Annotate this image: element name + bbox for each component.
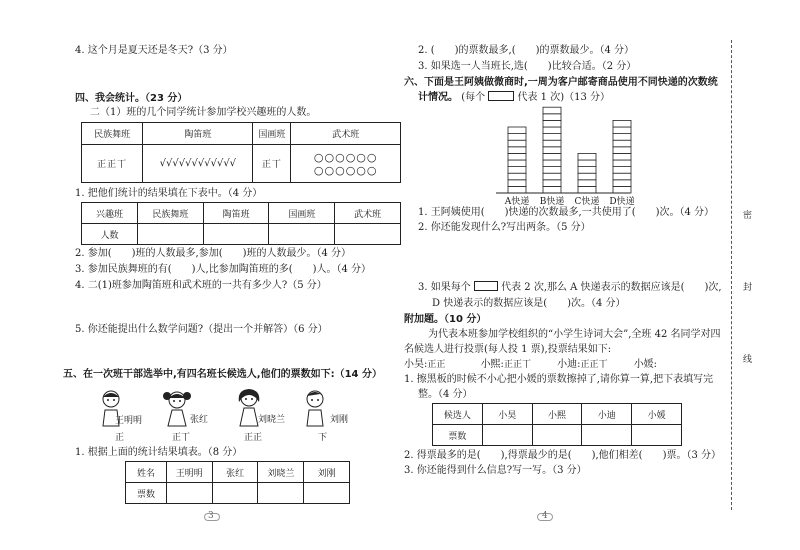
vote-table bbox=[125, 461, 350, 504]
fill-table bbox=[81, 202, 401, 245]
chart-block bbox=[613, 186, 631, 193]
chart-block bbox=[613, 153, 631, 160]
chart-block bbox=[543, 140, 561, 147]
seal-char: 线 bbox=[743, 355, 753, 365]
bonus-header: 小熙 bbox=[532, 404, 582, 425]
bonus-question-3: 3. 你还能得到什么信息?写一写。（3 分） bbox=[404, 465, 587, 476]
tally-header: 武术班 bbox=[291, 123, 401, 145]
chart-block bbox=[543, 147, 561, 154]
chart-block bbox=[508, 127, 526, 134]
fill-header: 国画班 bbox=[269, 203, 335, 224]
section-6-note-a: (每个 bbox=[461, 92, 486, 103]
bonus-cell[interactable] bbox=[482, 425, 532, 446]
seal-char: 密 bbox=[743, 211, 753, 221]
candidate-tally: 正丅 bbox=[172, 433, 191, 443]
chart-category-label: B快递 bbox=[539, 197, 565, 206]
chart-block bbox=[508, 186, 526, 193]
bonus-intro-1: 为代表本班参加学校组织的“小学生诗词大会”,全班 42 名同学对四 bbox=[428, 329, 721, 340]
bonus-question-2: 2. 得票最多的是( ),得票最少的是( ),他们相差( )票。（3 分） bbox=[404, 450, 722, 461]
tally-table bbox=[81, 122, 401, 183]
chart-bar-D快递 bbox=[613, 120, 631, 193]
bonus-header: 候选人 bbox=[433, 404, 483, 425]
chart-block bbox=[613, 134, 631, 141]
tally-header: 民族舞班 bbox=[82, 123, 143, 145]
chart-block bbox=[543, 134, 561, 141]
tally-wushu-row: ○○○○○○ bbox=[313, 163, 378, 177]
vote-name: 小熙: bbox=[480, 359, 504, 370]
bonus-question-1: 1. 擦黑板的时候不小心把小媛的票数擦掉了,请你算一算,把下表填写完 bbox=[404, 374, 714, 385]
chart-block bbox=[508, 160, 526, 167]
chart-block bbox=[543, 173, 561, 180]
fill-cell[interactable] bbox=[137, 224, 203, 245]
bonus-header: 小昊 bbox=[482, 404, 532, 425]
page-number: 4 bbox=[542, 511, 548, 521]
tally-taodi: √√√√√√√√√√√√ bbox=[143, 145, 253, 183]
vote-header: 张红 bbox=[212, 462, 258, 483]
vote-tally: 正正丅 bbox=[503, 360, 531, 370]
courier-chart bbox=[490, 100, 650, 206]
vote-name: 小迪: bbox=[557, 359, 581, 370]
fill-header: 陶笛班 bbox=[203, 203, 269, 224]
chart-block bbox=[578, 186, 596, 193]
chart-block bbox=[613, 140, 631, 147]
fill-header: 民族舞班 bbox=[137, 203, 203, 224]
q3b-part-b: 代表 2 次,那么 A 快递表示的数据应该是( )次, bbox=[501, 282, 722, 293]
section-6-note-b: 代表 1 次)（13 分） bbox=[517, 92, 610, 103]
fill-cell[interactable] bbox=[269, 224, 335, 245]
chart-block bbox=[508, 140, 526, 147]
tally-wushu bbox=[291, 145, 401, 183]
bonus-table bbox=[432, 403, 682, 446]
candidate-name: 刘刚 bbox=[330, 415, 349, 425]
question-3b-line2: D 快递表示的数据应该是( )次。（4 分） bbox=[432, 298, 626, 309]
question-5: 5. 你还能提出什么数学问题?（提出一个并解答）（6 分） bbox=[75, 324, 328, 335]
chart-block bbox=[613, 167, 631, 174]
chart-block bbox=[613, 173, 631, 180]
question-3: 3. 参加民族舞班的有( )人,比参加陶笛班的多( )人。（4 分） bbox=[75, 264, 372, 275]
question-4-season: 4. 这个月是夏天还是冬天?（3 分） bbox=[75, 45, 233, 56]
bonus-header: 小迪 bbox=[582, 404, 632, 425]
vote-name: 小昊: bbox=[404, 359, 428, 370]
question-4: 4. 二(1)班参加陶笛班和武术班的一共有多少人?（5 分） bbox=[75, 280, 327, 291]
chart-block bbox=[578, 153, 596, 160]
chart-block bbox=[508, 147, 526, 154]
chart-block bbox=[578, 180, 596, 187]
fill-cell[interactable] bbox=[335, 224, 401, 245]
candidate-name: 刘晓兰 bbox=[258, 415, 286, 425]
bonus-header: 小媛 bbox=[632, 404, 682, 425]
question-2b-right: 2. 你还能发现什么?写出两条。（5 分） bbox=[418, 222, 591, 233]
unit-box-icon bbox=[474, 281, 498, 291]
bonus-title: 附加题。（10 分） bbox=[404, 314, 487, 325]
candidate-name: 王明明 bbox=[115, 416, 143, 426]
chart-block bbox=[543, 114, 561, 121]
chart-block bbox=[508, 134, 526, 141]
chart-block bbox=[508, 180, 526, 187]
chart-bar-C快递 bbox=[578, 153, 596, 193]
vote-tally: 正正 bbox=[427, 360, 446, 370]
chart-block bbox=[543, 107, 561, 114]
chart-category-label: C快递 bbox=[574, 197, 600, 206]
chart-block bbox=[543, 120, 561, 127]
tally-header: 国画班 bbox=[253, 123, 291, 145]
bonus-row-label: 票数 bbox=[433, 425, 483, 446]
chart-category-label: D快递 bbox=[609, 197, 635, 206]
question-2: 2. 参加( )班的人数最多,参加( )班的人数最少。（4 分） bbox=[75, 248, 352, 259]
candidate-name: 张红 bbox=[190, 415, 209, 425]
section-6-title: 六、下面是王阿姨做微商时,一周为客户邮寄商品使用不同快递的次数统 bbox=[404, 77, 718, 88]
page-number: 3 bbox=[208, 511, 214, 521]
section-6-title-cont: 计情况。 bbox=[418, 92, 458, 103]
seal-char: 封 bbox=[743, 283, 753, 293]
vote-cell[interactable] bbox=[258, 483, 304, 504]
chart-block bbox=[613, 160, 631, 167]
vote-header: 刘晓兰 bbox=[258, 462, 304, 483]
question-3b-right bbox=[418, 281, 722, 294]
chart-block bbox=[578, 160, 596, 167]
tally-wushu-row: ○○○○○○ bbox=[313, 150, 378, 164]
chart-block bbox=[578, 173, 596, 180]
chart-bar-B快递 bbox=[543, 107, 561, 193]
vote-cell[interactable] bbox=[166, 483, 212, 504]
chart-block bbox=[543, 186, 561, 193]
question-2-right: 2. ( )的票数最多,( )的票数最少。（4 分） bbox=[418, 45, 635, 56]
fill-header: 武术班 bbox=[335, 203, 401, 224]
bonus-cell[interactable] bbox=[582, 425, 632, 446]
question-3-right: 3. 如果选一人当班长,选( )比较合适。（2 分） bbox=[418, 61, 637, 72]
candidate-tally: 正正 bbox=[244, 433, 263, 443]
chart-bar-A快递 bbox=[508, 127, 526, 193]
chart-block bbox=[543, 153, 561, 160]
vote-cell[interactable] bbox=[212, 483, 258, 504]
section-5-title: 五、在一次班干部选举中,有四名班长候选人,他们的票数如下:（14 分） bbox=[63, 369, 382, 380]
bonus-cell[interactable] bbox=[532, 425, 582, 446]
section-4-intro: 二（1）班的几个同学统计参加学校兴趣班的人数。 bbox=[90, 107, 317, 118]
vote-header: 刘刚 bbox=[304, 462, 350, 483]
question-1-right: 1. 王阿姨使用( )快递的次数最多,一共使用了( )次。（4 分） bbox=[418, 207, 715, 218]
vote-name: 小媛: bbox=[633, 359, 658, 370]
tally-header: 陶笛班 bbox=[143, 123, 253, 145]
chart-block bbox=[508, 167, 526, 174]
chart-block bbox=[613, 147, 631, 154]
tally-minzu: 正正丅 bbox=[82, 145, 143, 183]
seal-line bbox=[731, 40, 732, 510]
chart-block bbox=[613, 127, 631, 134]
chart-block bbox=[543, 127, 561, 134]
vote-header: 王明明 bbox=[166, 462, 212, 483]
tally-guohua: 正丅 bbox=[253, 145, 291, 183]
chart-block bbox=[613, 120, 631, 127]
boy-figure-icon bbox=[300, 388, 330, 428]
vote-row-label: 票数 bbox=[126, 483, 167, 504]
girl-figure-icon bbox=[160, 388, 194, 428]
candidate-tally: 下 bbox=[318, 433, 328, 443]
q3b-part-a: 3. 如果每个 bbox=[418, 282, 471, 293]
chart-block bbox=[543, 167, 561, 174]
chart-block bbox=[613, 180, 631, 187]
question-5-1: 1. 根据上面的统计结果填表。（8 分） bbox=[75, 447, 243, 458]
chart-block bbox=[543, 160, 561, 167]
chart-block bbox=[508, 173, 526, 180]
chart-block bbox=[508, 153, 526, 160]
fill-row-label: 人数 bbox=[82, 224, 138, 245]
question-1: 1. 把他们统计的结果填在下表中。（4 分） bbox=[75, 188, 263, 199]
vote-cell[interactable] bbox=[304, 483, 350, 504]
chart-block bbox=[578, 167, 596, 174]
bonus-question-1-cont: 整。（4 分） bbox=[418, 389, 473, 400]
chart-block bbox=[543, 180, 561, 187]
candidate-tally: 正 bbox=[115, 433, 125, 443]
bonus-intro-2: 名候选人进行投票(每人投 1 票),投票结果如下: bbox=[404, 344, 612, 355]
vote-tally: 正正丅 bbox=[580, 360, 608, 370]
chart-category-label: A快递 bbox=[504, 197, 530, 206]
vote-header: 姓名 bbox=[126, 462, 167, 483]
vote-results bbox=[404, 358, 657, 371]
section-4-title: 四、我会统计。（23 分） bbox=[75, 93, 188, 104]
fill-header: 兴趣班 bbox=[82, 203, 138, 224]
fill-cell[interactable] bbox=[203, 224, 269, 245]
bonus-cell[interactable] bbox=[632, 425, 682, 446]
